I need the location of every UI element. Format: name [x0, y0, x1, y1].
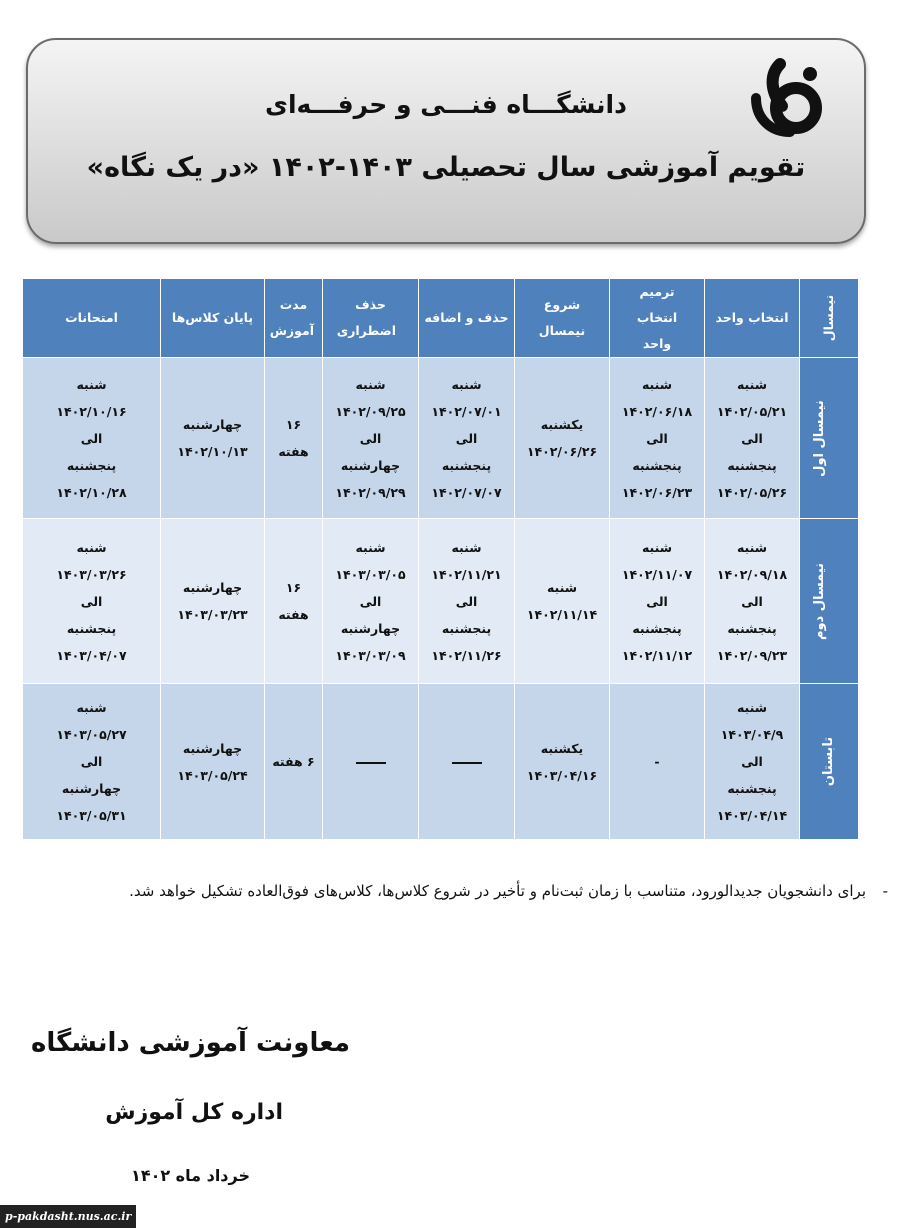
- university-name: دانشگـــاه فنـــی و حرفـــه‌ای: [265, 90, 627, 119]
- semester-name: تابستان: [800, 684, 859, 840]
- table-row-summer: [23, 684, 859, 840]
- empty-dash: [356, 762, 386, 764]
- table-row-first-semester: [23, 358, 859, 519]
- header-exams: امتحانات: [23, 279, 161, 358]
- cell-emergency-drop: شنبه ۱۴۰۳/۰۳/۰۵ الی چهارشنبه ۱۴۰۳/۰۳/۰۹: [323, 519, 419, 684]
- header-add-drop: حذف و اضافه: [419, 279, 515, 358]
- cell-semester-start: شنبه ۱۴۰۲/۱۱/۱۴: [515, 519, 610, 684]
- cell-emergency-drop: شنبه ۱۴۰۲/۰۹/۲۵ الی چهارشنبه ۱۴۰۲/۰۹/۲۹: [323, 358, 419, 519]
- academic-calendar-table: [22, 278, 859, 840]
- semester-name: نیمسال اول: [800, 358, 859, 519]
- cell-unit-selection: شنبه ۱۴۰۲/۰۵/۲۱ الی پنجشنبه ۱۴۰۲/۰۵/۲۶: [705, 358, 800, 519]
- header-unit-selection: انتخاب واحد: [705, 279, 800, 358]
- header-classes-end: پایان کلاس‌ها: [161, 279, 265, 358]
- cell-classes-end: چهارشنبه ۱۴۰۳/۰۳/۲۳: [161, 519, 265, 684]
- cell-unit-revision: شنبه ۱۴۰۲/۱۱/۰۷ الی پنجشنبه ۱۴۰۲/۱۱/۱۲: [610, 519, 705, 684]
- table-row-second-semester: [23, 519, 859, 684]
- note-paragraph: [66, 870, 888, 912]
- table-header-row: [23, 279, 859, 358]
- signature-office: معاونت آموزشی دانشگاه: [31, 1028, 350, 1058]
- cell-unit-selection: شنبه ۱۴۰۳/۰۴/۹ الی پنجشنبه ۱۴۰۳/۰۴/۱۴: [705, 684, 800, 840]
- cell-exams: شنبه ۱۴۰۲/۱۰/۱۶ الی پنجشنبه ۱۴۰۲/۱۰/۲۸: [23, 358, 161, 519]
- cell-add-drop: [419, 684, 515, 840]
- cell-exams: شنبه ۱۴۰۳/۰۵/۲۷ الی چهارشنبه ۱۴۰۳/۰۵/۳۱: [23, 684, 161, 840]
- header-unit-revision: ترمیم انتخاب واحد: [610, 279, 705, 358]
- cell-emergency-drop: [323, 684, 419, 840]
- cell-duration: ۶ هفته: [265, 684, 323, 840]
- cell-unit-revision: شنبه ۱۴۰۲/۰۶/۱۸ الی پنجشنبه ۱۴۰۲/۰۶/۲۳: [610, 358, 705, 519]
- cell-classes-end: چهارشنبه ۱۴۰۲/۱۰/۱۳: [161, 358, 265, 519]
- semester-name: نیمسال دوم: [800, 519, 859, 684]
- cell-duration: ۱۶ هفته: [265, 358, 323, 519]
- header-emergency-drop: حذف اضطراری: [323, 279, 419, 358]
- cell-unit-revision: -: [610, 684, 705, 840]
- note-text: برای دانشجویان جدیدالورود، متناسب با زمان ثبت‌نام و تأخیر در شروع کلاس‌ها، کلاس‌های فوق‌العاده تشکیل خواهد شد.: [129, 882, 866, 900]
- cell-classes-end: چهارشنبه ۱۴۰۳/۰۵/۲۴: [161, 684, 265, 840]
- note-bullet: -: [882, 882, 888, 900]
- cell-add-drop: شنبه ۱۴۰۲/۰۷/۰۱ الی پنجشنبه ۱۴۰۲/۰۷/۰۷: [419, 358, 515, 519]
- header-semester-start: شروع نیمسال: [515, 279, 610, 358]
- cell-add-drop: شنبه ۱۴۰۲/۱۱/۲۱ الی پنجشنبه ۱۴۰۲/۱۱/۲۶: [419, 519, 515, 684]
- site-watermark: p-pakdasht.nus.ac.ir: [0, 1205, 136, 1228]
- empty-dash: [452, 762, 482, 764]
- cell-semester-start: یکشنبه ۱۴۰۳/۰۴/۱۶: [515, 684, 610, 840]
- signature-department: اداره کل آموزش: [105, 1100, 283, 1125]
- cell-unit-selection: شنبه ۱۴۰۲/۰۹/۱۸ الی پنجشنبه ۱۴۰۲/۰۹/۲۳: [705, 519, 800, 684]
- header-semester: نیمسال: [800, 279, 859, 358]
- signature-date: خرداد ماه ۱۴۰۲: [131, 1166, 250, 1185]
- cell-exams: شنبه ۱۴۰۳/۰۳/۲۶ الی پنجشنبه ۱۴۰۳/۰۴/۰۷: [23, 519, 161, 684]
- cell-duration: ۱۶ هفته: [265, 519, 323, 684]
- calendar-title: تقویم آموزشی سال تحصیلی ۱۴۰۳-۱۴۰۲ «در یک نگاه»: [86, 152, 806, 183]
- header-duration: مدت آموزش: [265, 279, 323, 358]
- cell-semester-start: یکشنبه ۱۴۰۲/۰۶/۲۶: [515, 358, 610, 519]
- header-box: [26, 38, 866, 244]
